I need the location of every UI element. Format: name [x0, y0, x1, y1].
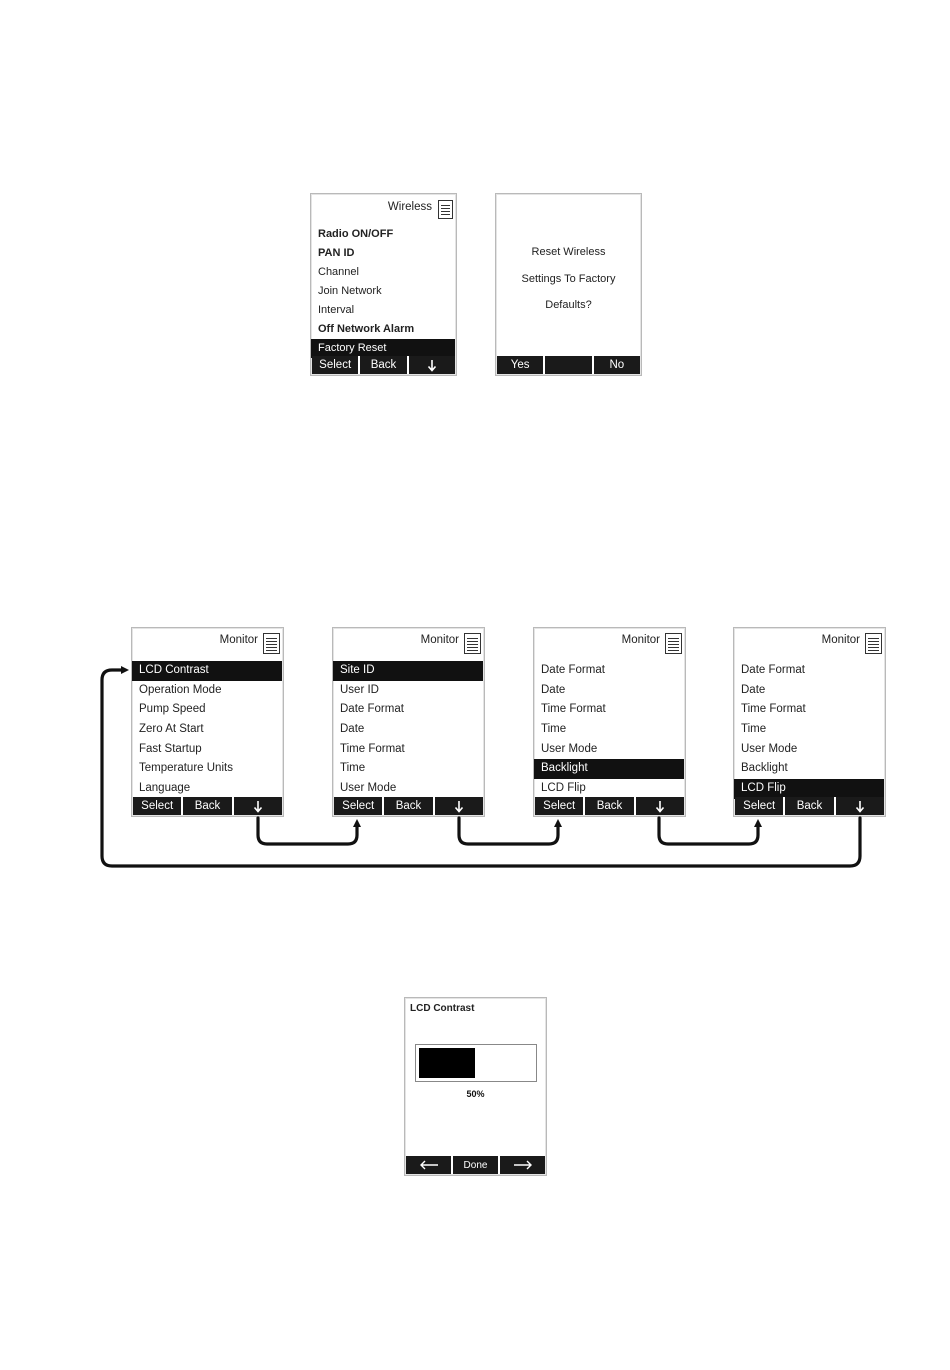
menu-item[interactable]: Channel: [318, 266, 359, 278]
menu-item[interactable]: Radio ON/OFF: [318, 228, 394, 240]
menu-item[interactable]: Date: [741, 683, 766, 696]
left-arrow-icon: [419, 1160, 439, 1170]
menu-item[interactable]: Date Format: [340, 703, 404, 716]
dialog-line-1: Reset Wireless: [531, 246, 606, 258]
menu-item[interactable]: User Mode: [340, 782, 397, 795]
back-softkey[interactable]: Back: [384, 797, 432, 815]
menu-item[interactable]: User Mode: [741, 742, 798, 755]
menu-item[interactable]: Backlight: [741, 762, 788, 775]
menu-item[interactable]: Factory Reset: [311, 339, 455, 358]
menu-item[interactable]: User Mode: [541, 742, 598, 755]
menu-item[interactable]: PAN ID: [318, 247, 355, 259]
screen-header: Monitor: [621, 634, 660, 646]
dialog-line-3: Defaults?: [545, 299, 592, 311]
yes-softkey[interactable]: Yes: [497, 356, 543, 374]
screen-header: Monitor: [219, 634, 258, 646]
menu-item[interactable]: Language: [139, 782, 191, 795]
right-arrow-icon: [513, 1160, 533, 1170]
menu-item[interactable]: Date: [340, 723, 365, 736]
back-softkey[interactable]: Back: [360, 356, 406, 374]
menu-item[interactable]: Date Format: [741, 664, 805, 676]
menu-item[interactable]: LCD Flip: [734, 779, 884, 799]
menu-item[interactable]: Temperature Units: [139, 762, 233, 775]
select-softkey[interactable]: Select: [334, 797, 382, 815]
menu-item[interactable]: Date Format: [541, 664, 605, 676]
flow-arrow-2-to-3: [459, 818, 558, 844]
back-softkey[interactable]: Back: [183, 797, 231, 815]
done-softkey[interactable]: Done: [453, 1156, 498, 1174]
menu-item[interactable]: Operation Mode: [139, 683, 222, 696]
increase-softkey[interactable]: [500, 1156, 545, 1174]
menu-item[interactable]: Site ID: [333, 661, 483, 681]
menu-item[interactable]: Time: [741, 723, 767, 736]
menu-item[interactable]: LCD Flip: [541, 782, 586, 795]
menu-item[interactable]: Zero At Start: [139, 723, 204, 736]
decrease-softkey[interactable]: [406, 1156, 451, 1174]
menu-item[interactable]: Time Format: [541, 703, 606, 716]
no-softkey[interactable]: No: [594, 356, 640, 374]
menu-item[interactable]: Time Format: [340, 742, 405, 755]
contrast-level-fill: [419, 1048, 475, 1078]
contrast-percent: 50%: [466, 1089, 485, 1099]
menu-item[interactable]: Fast Startup: [139, 742, 202, 755]
menu-item[interactable]: Interval: [318, 304, 355, 316]
screen-title: LCD Contrast: [410, 1003, 475, 1014]
lcd-contrast-screen: [404, 997, 547, 1176]
screen-header: Wireless: [387, 201, 432, 213]
select-softkey[interactable]: Select: [133, 797, 181, 815]
select-softkey[interactable]: Select: [312, 356, 358, 374]
menu-item[interactable]: Join Network: [318, 285, 382, 297]
select-softkey[interactable]: Select: [535, 797, 583, 815]
dialog-line-2: Settings To Factory: [521, 273, 616, 285]
contrast-level-bar: [415, 1044, 537, 1082]
back-softkey[interactable]: Back: [585, 797, 633, 815]
screen-header: Monitor: [420, 634, 459, 646]
menu-item[interactable]: Time Format: [741, 703, 806, 716]
menu-item[interactable]: Time: [340, 762, 366, 775]
menu-item[interactable]: Time: [541, 723, 567, 736]
flow-arrow-3-to-4: [659, 818, 758, 844]
screen-header: Monitor: [821, 634, 860, 646]
menu-item[interactable]: Off Network Alarm: [318, 323, 415, 335]
menu-item[interactable]: Pump Speed: [139, 703, 206, 716]
menu-item[interactable]: Date: [541, 683, 566, 696]
flow-arrow-loop-back: [102, 670, 860, 866]
menu-item[interactable]: User ID: [340, 683, 379, 696]
back-softkey[interactable]: Back: [785, 797, 833, 815]
select-softkey[interactable]: Select: [735, 797, 783, 815]
menu-item[interactable]: LCD Contrast: [132, 661, 282, 681]
flow-arrow-1-to-2: [258, 818, 357, 844]
menu-item[interactable]: Backlight: [534, 759, 684, 779]
softkey-bar: [406, 1156, 545, 1174]
